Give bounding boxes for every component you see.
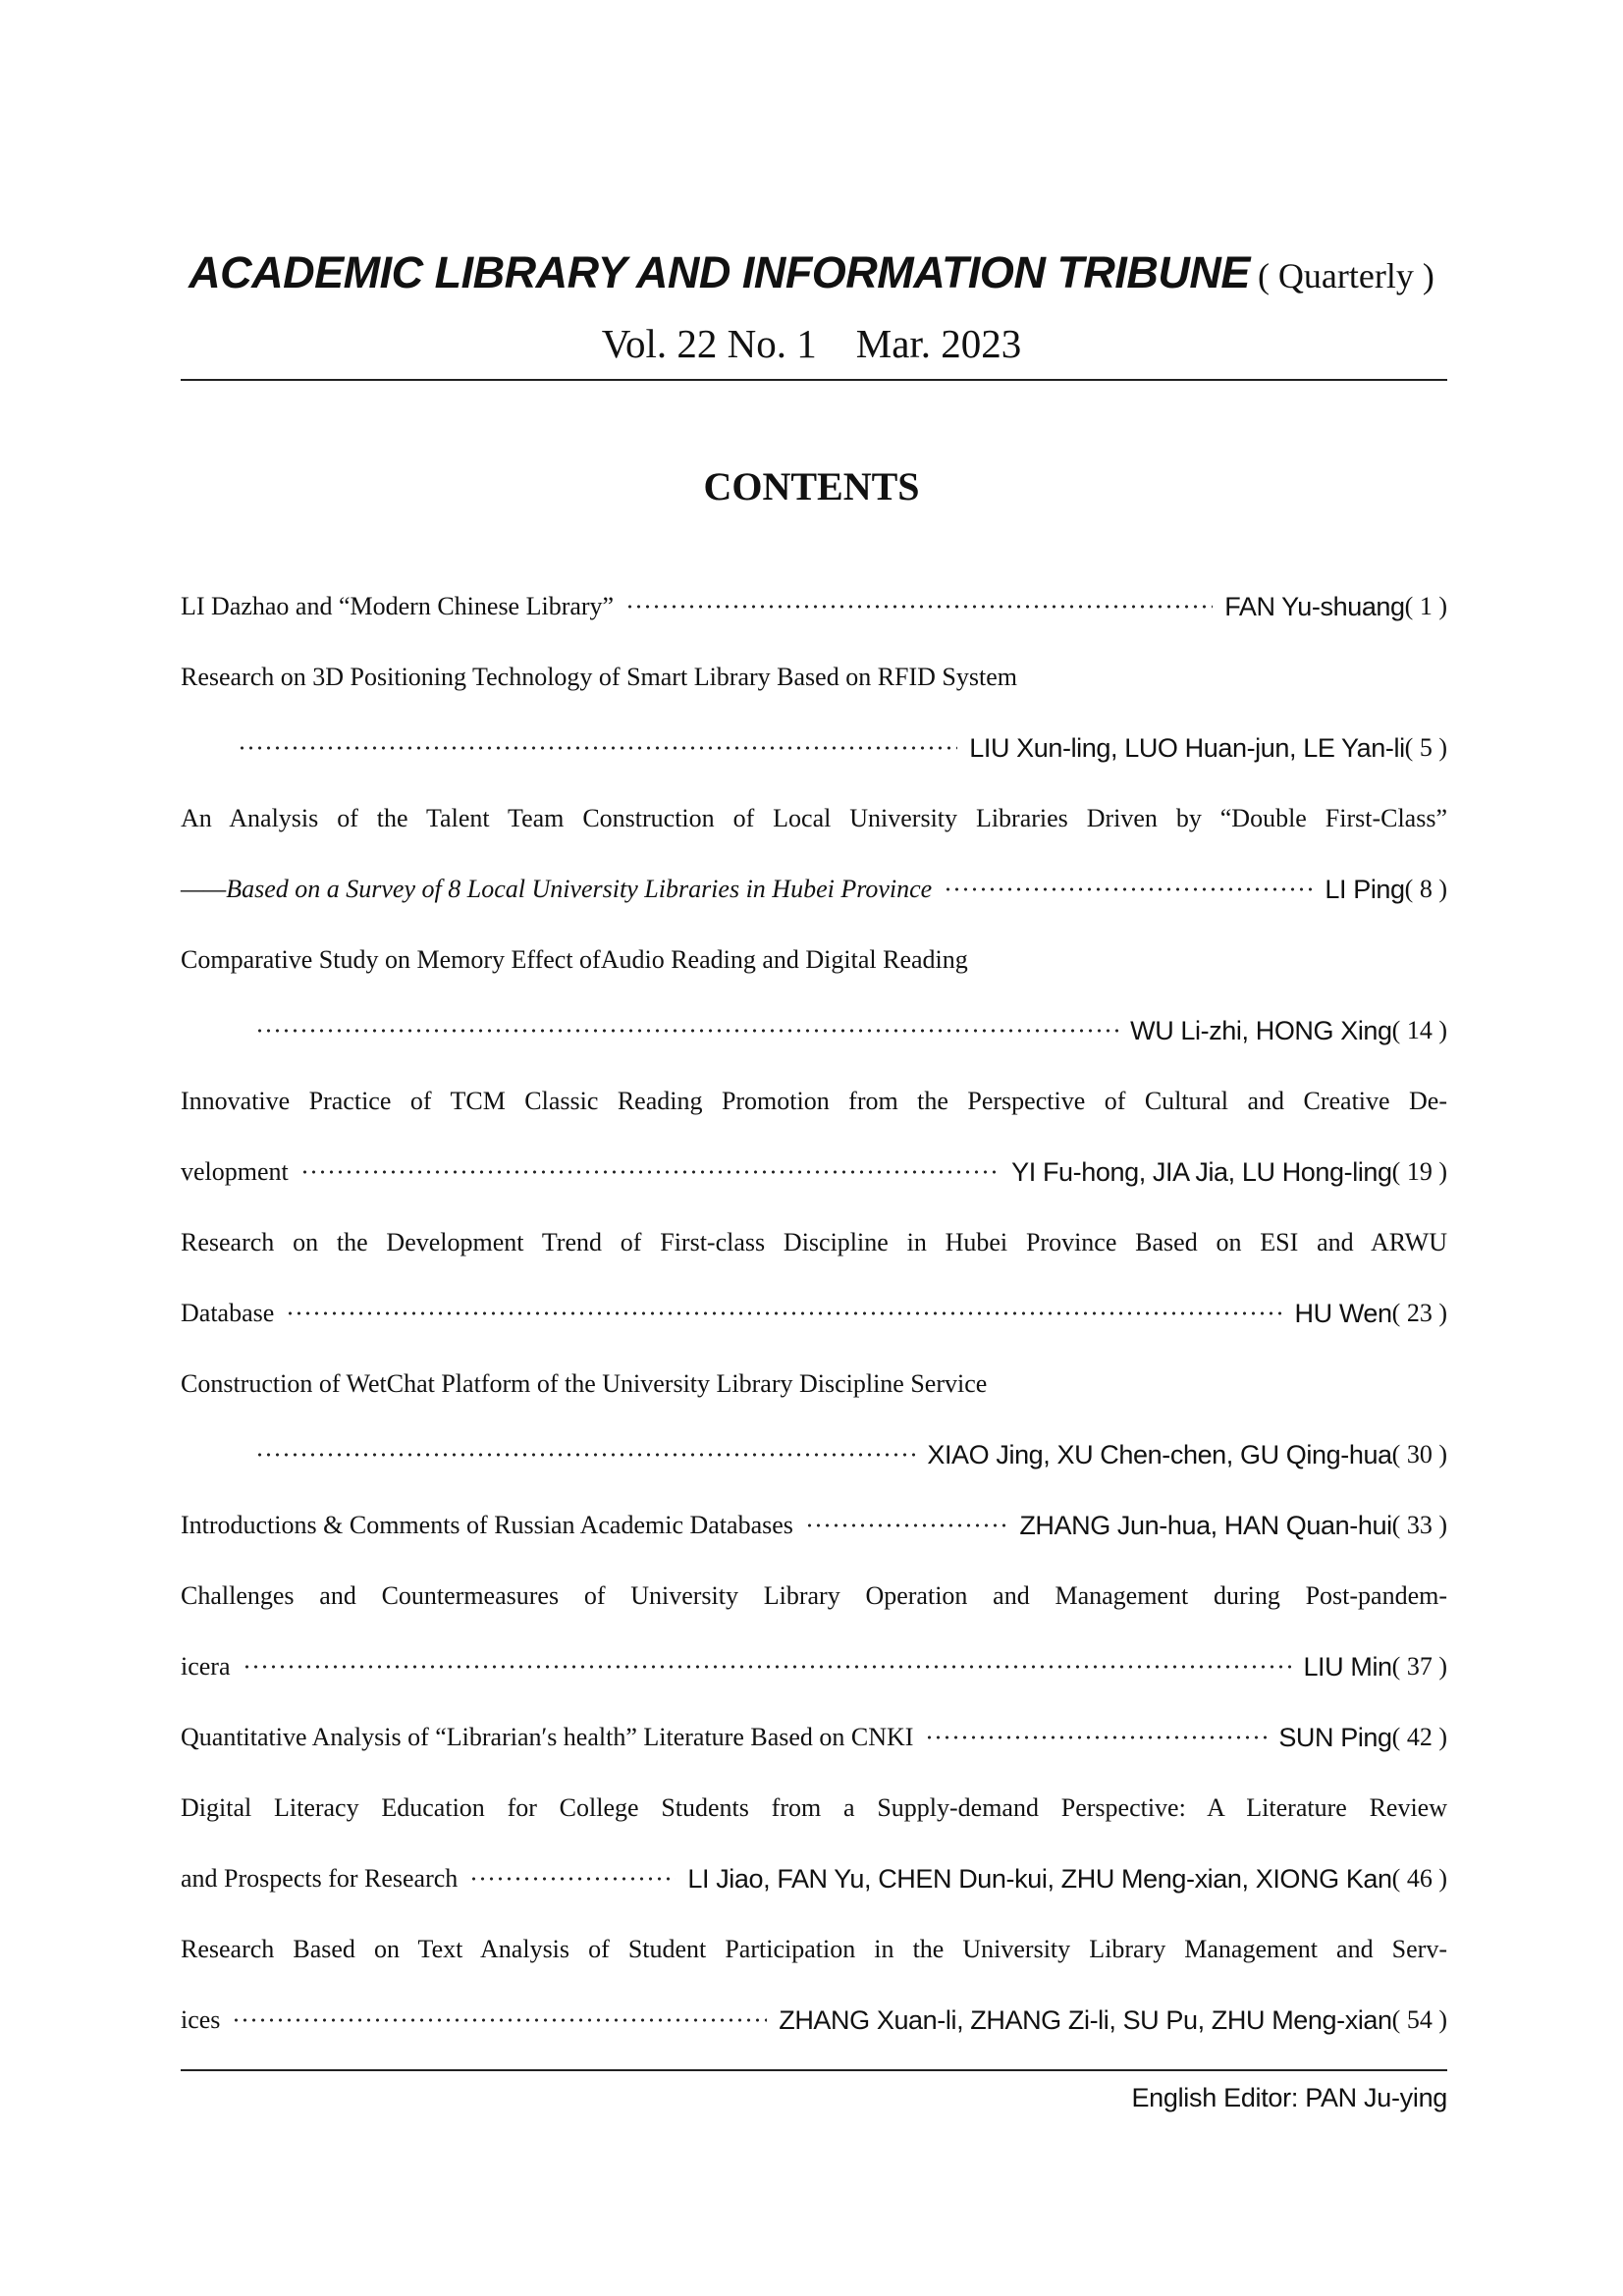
issue-number: No. 1 xyxy=(727,321,817,366)
toc-entry[interactable] xyxy=(181,783,1447,854)
header-divider xyxy=(181,379,1447,381)
toc-entry-continuation xyxy=(181,1843,1447,1914)
page-number: ( 42 ) xyxy=(1391,1723,1447,1751)
toc-entry[interactable] xyxy=(181,1914,1447,1985)
dot-leader xyxy=(255,1452,915,1458)
journal-frequency: ( Quarterly ) xyxy=(1257,256,1434,295)
toc-entry[interactable] xyxy=(181,1490,1447,1561)
dot-leader xyxy=(255,1028,1118,1034)
toc-entry-continuation xyxy=(181,713,1447,783)
page-number: ( 5 ) xyxy=(1404,733,1447,762)
article-title: Innovative Practice of TCM Classic Reading Promotion from the Perspective of Cultural and Creative De- xyxy=(181,1087,1447,1115)
page-number: ( 37 ) xyxy=(1391,1652,1447,1681)
toc-entry-continuation xyxy=(181,1278,1447,1349)
toc-entry[interactable] xyxy=(181,925,1447,995)
contents-heading: CONTENTS xyxy=(703,464,920,508)
dot-leader xyxy=(944,886,1313,892)
article-title: Introductions & Comments of Russian Academic Databases xyxy=(181,1511,793,1539)
toc-entry-continuation xyxy=(181,854,1447,925)
article-authors: FAN Yu-shuang xyxy=(1224,592,1405,621)
table-of-contents xyxy=(181,571,1447,2056)
article-title: LI Dazhao and “Modern Chinese Library” xyxy=(181,592,615,620)
volume: Vol. 22 xyxy=(601,321,718,366)
article-title: Research Based on Text Analysis of Student Participation in the University Library Management and Serv- xyxy=(181,1935,1447,1963)
dot-leader xyxy=(469,1876,676,1882)
article-title: An Analysis of the Talent Team Construction of Local University Libraries Driven by “Double First-Class” xyxy=(181,804,1447,832)
toc-entry-continuation xyxy=(181,1985,1447,2056)
journal-title xyxy=(0,247,1623,298)
toc-entry[interactable] xyxy=(181,1702,1447,1773)
article-title: Quantitative Analysis of “Librarian′s health” Literature Based on CNKI xyxy=(181,1723,914,1751)
article-authors: XIAO Jing, XU Chen-chen, GU Qing-hua xyxy=(927,1440,1392,1469)
article-title-continued: ices xyxy=(181,2005,221,2034)
toc-entry[interactable] xyxy=(181,1207,1447,1278)
article-authors: HU Wen xyxy=(1294,1299,1392,1328)
article-title: Digital Literacy Education for College Students from a Supply-demand Perspective: A Literature Review xyxy=(181,1793,1447,1822)
article-title: Construction of WetChat Platform of the University Library Discipline Service xyxy=(181,1369,988,1398)
dot-leader xyxy=(300,1169,1000,1175)
toc-entry-continuation xyxy=(181,1137,1447,1207)
english-editor-credit: English Editor: PAN Ju-ying xyxy=(1131,2083,1447,2112)
article-authors: LIU Xun-ling, LUO Huan-jun, LE Yan-li xyxy=(969,733,1405,763)
article-title-continued: and Prospects for Research xyxy=(181,1864,459,1893)
article-title: Challenges and Countermeasures of University Library Operation and Management during Post-pandem- xyxy=(181,1581,1447,1610)
page-number: ( 23 ) xyxy=(1391,1299,1447,1327)
article-title: Comparative Study on Memory Effect ofAudio Reading and Digital Reading xyxy=(181,945,968,974)
footer-divider xyxy=(181,2069,1447,2071)
dot-leader xyxy=(805,1522,1007,1528)
page-number: ( 33 ) xyxy=(1391,1511,1447,1539)
article-title: Research on the Development Trend of First-class Discipline in Hubei Province Based on ESI and ARWU xyxy=(181,1228,1447,1256)
article-authors: WU Li-zhi, HONG Xing xyxy=(1130,1016,1392,1045)
page-number: ( 46 ) xyxy=(1391,1864,1447,1893)
dot-leader xyxy=(243,1664,1292,1670)
toc-entry[interactable] xyxy=(181,1773,1447,1843)
journal-name: ACADEMIC LIBRARY AND INFORMATION TRIBUNE xyxy=(189,247,1250,297)
dot-leader xyxy=(232,2017,767,2023)
page-number: ( 30 ) xyxy=(1391,1440,1447,1468)
toc-entry-continuation xyxy=(181,995,1447,1066)
toc-entry[interactable] xyxy=(181,1561,1447,1631)
article-authors: LIU Min xyxy=(1303,1652,1392,1682)
toc-entry-continuation xyxy=(181,1419,1447,1490)
page-number: ( 19 ) xyxy=(1391,1157,1447,1186)
article-title-continued: Database xyxy=(181,1299,275,1327)
page-number: ( 54 ) xyxy=(1391,2005,1447,2034)
dot-leader xyxy=(625,604,1213,610)
toc-entry[interactable] xyxy=(181,1349,1447,1419)
article-title: Research on 3D Positioning Technology of Smart Library Based on RFID System xyxy=(181,663,1017,691)
page-number: ( 14 ) xyxy=(1391,1016,1447,1044)
toc-entry[interactable] xyxy=(181,571,1447,642)
article-subtitle: ——Based on a Survey of 8 Local University Libraries in Hubei Province xyxy=(181,875,933,903)
issue-date: Mar. 2023 xyxy=(855,321,1022,366)
page-number: ( 8 ) xyxy=(1404,875,1447,903)
article-authors: YI Fu-hong, JIA Jia, LU Hong-ling xyxy=(1011,1157,1392,1187)
article-authors: LI Ping xyxy=(1325,875,1405,904)
toc-entry[interactable] xyxy=(181,642,1447,713)
article-title-continued: velopment xyxy=(181,1157,289,1186)
dot-leader xyxy=(238,745,957,751)
toc-entry-continuation xyxy=(181,1631,1447,1702)
article-authors: SUN Ping xyxy=(1278,1723,1392,1752)
page-number: ( 1 ) xyxy=(1404,592,1447,620)
toc-entry[interactable] xyxy=(181,1066,1447,1137)
article-authors: LI Jiao, FAN Yu, CHEN Dun-kui, ZHU Meng-xian, XIONG Kan xyxy=(687,1864,1392,1894)
article-authors: ZHANG Jun-hua, HAN Quan-hui xyxy=(1019,1511,1392,1540)
dot-leader xyxy=(925,1735,1267,1740)
issue-info xyxy=(0,320,1623,367)
article-authors: ZHANG Xuan-li, ZHANG Zi-li, SU Pu, ZHU Meng-xian xyxy=(779,2005,1392,2035)
dot-leader xyxy=(286,1310,1282,1316)
article-title-continued: icera xyxy=(181,1652,231,1681)
